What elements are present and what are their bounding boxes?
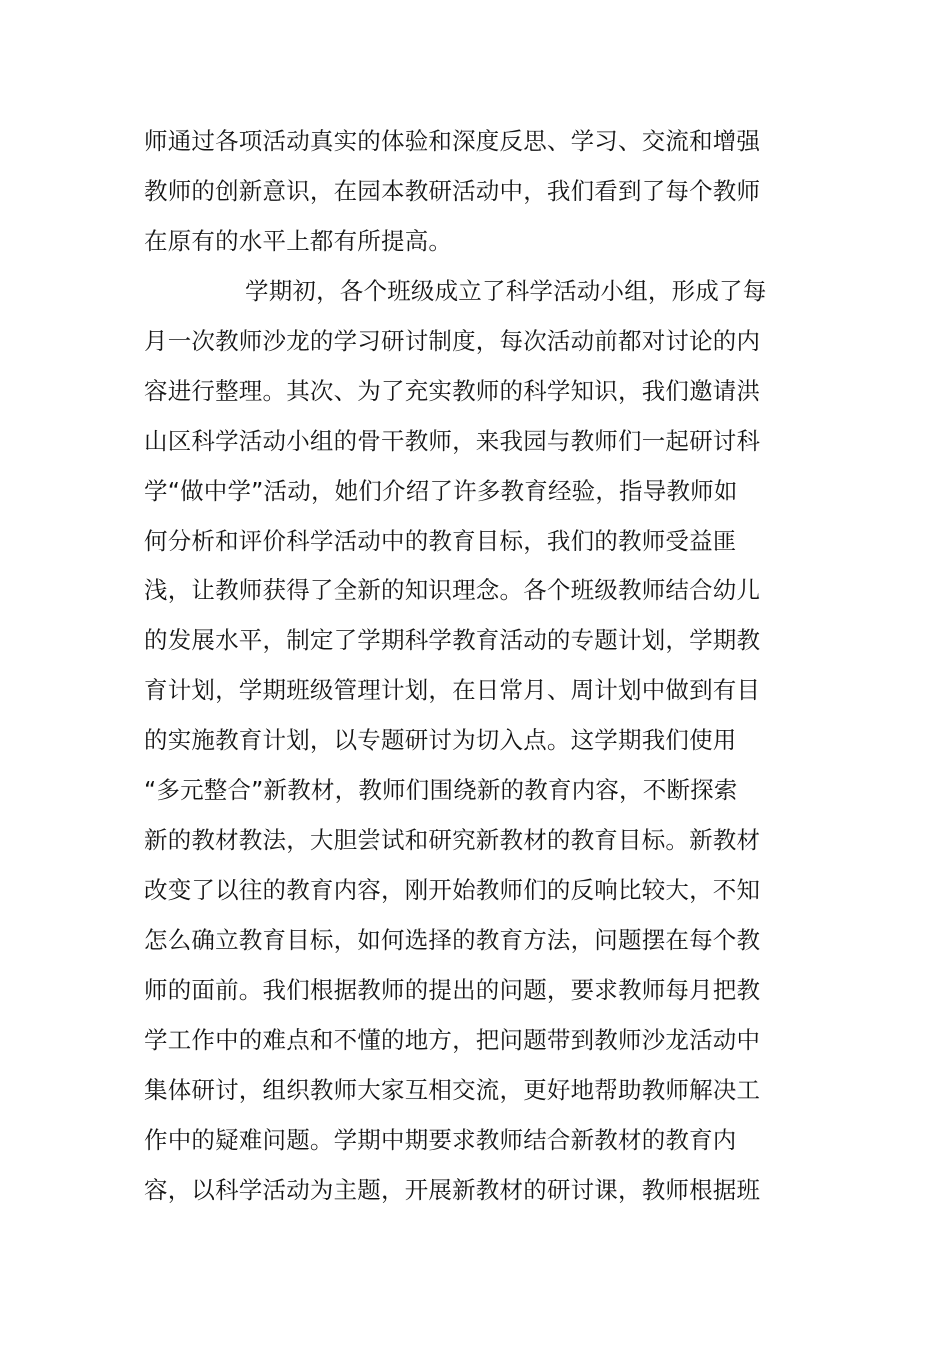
text-line: 集体研讨，组织教师大家互相交流，更好地帮助教师解决工 bbox=[144, 1075, 761, 1104]
text-line: 作中的疑难问题。学期中期要求教师结合新教材的教育内 bbox=[144, 1125, 737, 1154]
text-line: 师的面前。我们根据教师的提出的问题，要求教师每月把教 bbox=[144, 975, 761, 1004]
text-line: 容，以科学活动为主题，开展新教材的研讨课，教师根据班 bbox=[144, 1175, 761, 1204]
text-line: 的实施教育计划，以专题研讨为切入点。这学期我们使用 bbox=[144, 726, 737, 755]
text-line: “多元整合”新教材，教师们围绕新的教育内容，不断探索 bbox=[144, 776, 738, 805]
text-line: 育计划，学期班级管理计划，在日常月、周计划中做到有目 bbox=[144, 676, 761, 705]
text-line: 容进行整理。其次、为了充实教师的科学知识，我们邀请洪 bbox=[144, 376, 761, 405]
text-line: 月一次教师沙龙的学习研讨制度，每次活动前都对讨论的内 bbox=[144, 326, 761, 355]
text-line: 新的教材教法，大胆尝试和研究新教材的教育目标。新教材 bbox=[144, 826, 761, 855]
text-line: 学工作中的难点和不懂的地方，把问题带到教师沙龙活动中 bbox=[144, 1025, 761, 1054]
body-text bbox=[144, 117, 784, 1216]
text-line: 学“做中学”活动，她们介绍了许多教育经验，指导教师如 bbox=[144, 476, 738, 505]
text-line: 山区科学活动小组的骨干教师，来我园与教师们一起研讨科 bbox=[144, 426, 761, 455]
text-line: 浅，让教师获得了全新的知识理念。各个班级教师结合幼儿 bbox=[144, 576, 761, 605]
text-line: 何分析和评价科学活动中的教育目标，我们的教师受益匪 bbox=[144, 526, 737, 555]
text-line: 改变了以往的教育内容，刚开始教师们的反响比较大，不知 bbox=[144, 876, 761, 905]
text-line: 教师的创新意识，在园本教研活动中，我们看到了每个教师 bbox=[144, 176, 761, 205]
text-line: 怎么确立教育目标，如何选择的教育方法，问题摆在每个教 bbox=[144, 926, 761, 954]
text-line: 的发展水平，制定了学期科学教育活动的专题计划，学期教 bbox=[144, 626, 761, 655]
paragraph-first-line: 学期初，各个班级成立了科学活动小组，形成了每 bbox=[245, 276, 767, 305]
text-line: 在原有的水平上都有所提高。 bbox=[144, 226, 453, 255]
text-line: 师通过各项活动真实的体验和深度反思、学习、交流和增强 bbox=[144, 127, 761, 155]
